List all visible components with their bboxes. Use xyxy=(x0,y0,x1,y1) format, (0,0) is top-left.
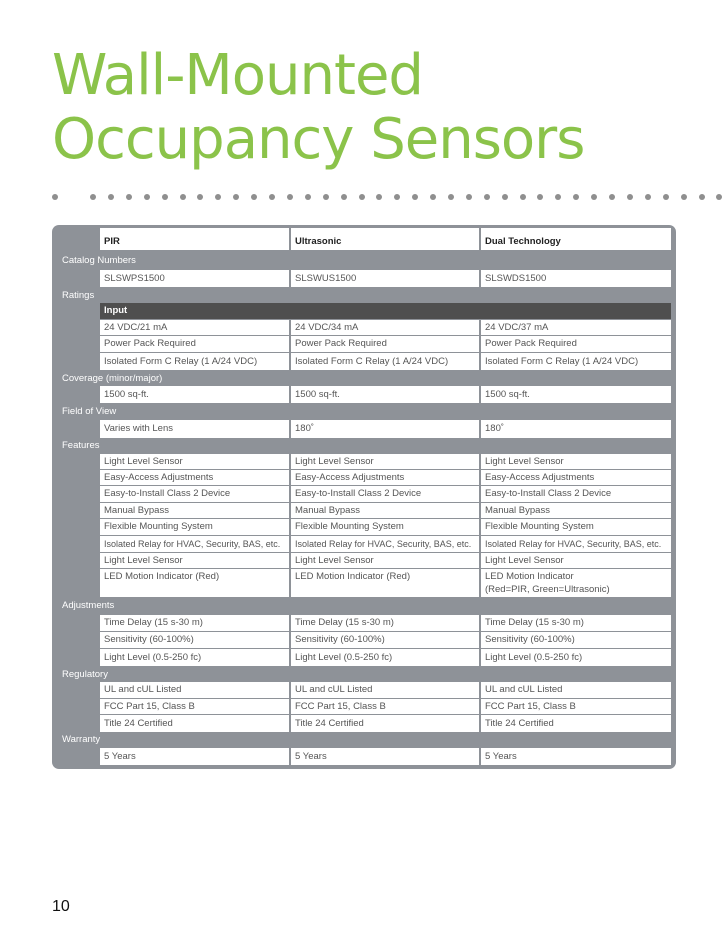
divider-dot xyxy=(448,194,454,200)
divider-dot xyxy=(430,194,436,200)
table-row: LED Motion Indicator (Red) LED Motion Indicator (Red) LED Motion Indicator (Red=PIR, Green=Ultrasonic) xyxy=(52,569,676,597)
title-line-1: Wall-Mounted xyxy=(52,43,423,108)
table-row: Light Level Sensor Light Level Sensor Light Level Sensor xyxy=(52,454,676,469)
table-header-row xyxy=(52,228,676,250)
divider-dot xyxy=(359,194,365,200)
section-features: Features xyxy=(62,440,100,451)
divider-dot xyxy=(197,194,203,200)
section-warranty: Warranty xyxy=(62,734,101,745)
column-header-ultrasonic: Ultrasonic xyxy=(291,228,479,250)
table-row: UL and cUL Listed UL and cUL Listed UL and cUL Listed xyxy=(52,682,676,698)
divider-dot xyxy=(466,194,472,200)
title-line-2: Occupancy Sensors xyxy=(52,107,585,172)
divider-dot xyxy=(251,194,257,200)
divider-dot xyxy=(269,194,275,200)
table-row: Isolated Relay for HVAC, Security, BAS, etc. Isolated Relay for HVAC, Security, BAS, etc. Isolated Relay for HVAC, Security, BAS, etc. xyxy=(52,536,676,552)
divider-dot xyxy=(627,194,633,200)
divider-dot xyxy=(52,194,58,200)
column-header-dual: Dual Technology xyxy=(481,228,671,250)
table-row: Isolated Form C Relay (1 A/24 VDC) Isolated Form C Relay (1 A/24 VDC) Isolated Form C Relay (1 A/24 VDC) xyxy=(52,353,676,370)
divider-dot xyxy=(681,194,687,200)
divider-dot xyxy=(412,194,418,200)
divider-dot xyxy=(502,194,508,200)
divider-dot xyxy=(215,194,221,200)
table-row: Light Level (0.5-250 fc) Light Level (0.5-250 fc) Light Level (0.5-250 fc) xyxy=(52,649,676,666)
divider-dot xyxy=(484,194,490,200)
divider-dot xyxy=(287,194,293,200)
column-header-pir: PIR xyxy=(100,228,289,250)
divider-dot xyxy=(90,194,96,200)
table-row: 5 Years 5 Years 5 Years xyxy=(52,748,676,765)
table-row: Power Pack Required Power Pack Required Power Pack Required xyxy=(52,336,676,352)
page-number: 10 xyxy=(52,898,70,915)
table-row: FCC Part 15, Class B FCC Part 15, Class B FCC Part 15, Class B xyxy=(52,699,676,714)
divider-dot xyxy=(162,194,168,200)
table-row: Easy-to-Install Class 2 Device Easy-to-Install Class 2 Device Easy-to-Install Class 2 Device xyxy=(52,486,676,502)
section-field-of-view: Field of View xyxy=(62,406,117,417)
divider-dot xyxy=(394,194,400,200)
input-subheader: Input xyxy=(100,303,671,319)
divider-dot xyxy=(699,194,705,200)
divider-dot xyxy=(520,194,526,200)
divider-dot xyxy=(716,194,722,200)
divider-dot xyxy=(376,194,382,200)
section-adjustments: Adjustments xyxy=(62,600,115,611)
page-title xyxy=(52,44,584,172)
section-regulatory: Regulatory xyxy=(62,669,108,680)
divider-dot xyxy=(108,194,114,200)
divider-dot xyxy=(233,194,239,200)
section-ratings: Ratings xyxy=(62,290,95,301)
divider-dot xyxy=(555,194,561,200)
spec-table xyxy=(52,225,676,769)
divider-dot xyxy=(305,194,311,200)
table-row: Title 24 Certified Title 24 Certified Title 24 Certified xyxy=(52,715,676,732)
divider-dot xyxy=(180,194,186,200)
table-row: Manual Bypass Manual Bypass Manual Bypass xyxy=(52,503,676,518)
table-row: Light Level Sensor Light Level Sensor Light Level Sensor xyxy=(52,553,676,568)
dotted-divider xyxy=(52,193,728,203)
table-row: 1500 sq-ft. 1500 sq-ft. 1500 sq-ft. xyxy=(52,386,676,403)
divider-dot xyxy=(323,194,329,200)
divider-dot xyxy=(341,194,347,200)
table-row: SLSWPS1500 SLSWUS1500 SLSWDS1500 xyxy=(52,270,676,287)
divider-dot xyxy=(645,194,651,200)
table-row: Time Delay (15 s-30 m) Time Delay (15 s-30 m) Time Delay (15 s-30 m) xyxy=(52,615,676,631)
divider-dot xyxy=(537,194,543,200)
divider-dot xyxy=(591,194,597,200)
divider-dot xyxy=(573,194,579,200)
divider-dot xyxy=(663,194,669,200)
table-row: Flexible Mounting System Flexible Mounting System Flexible Mounting System xyxy=(52,519,676,535)
table-row: Easy-Access Adjustments Easy-Access Adjustments Easy-Access Adjustments xyxy=(52,470,676,485)
section-coverage: Coverage (minor/major) xyxy=(62,373,163,384)
divider-dot xyxy=(609,194,615,200)
divider-dot xyxy=(144,194,150,200)
led-indicator-cell: LED Motion Indicator (Red=PIR, Green=Ultrasonic) xyxy=(481,569,671,597)
divider-dot xyxy=(126,194,132,200)
section-catalog-numbers: Catalog Numbers xyxy=(62,255,136,266)
table-row: 24 VDC/21 mA 24 VDC/34 mA 24 VDC/37 mA xyxy=(52,320,676,335)
table-row: Sensitivity (60-100%) Sensitivity (60-100%) Sensitivity (60-100%) xyxy=(52,632,676,648)
table-row: Varies with Lens 180˚ 180˚ xyxy=(52,420,676,438)
